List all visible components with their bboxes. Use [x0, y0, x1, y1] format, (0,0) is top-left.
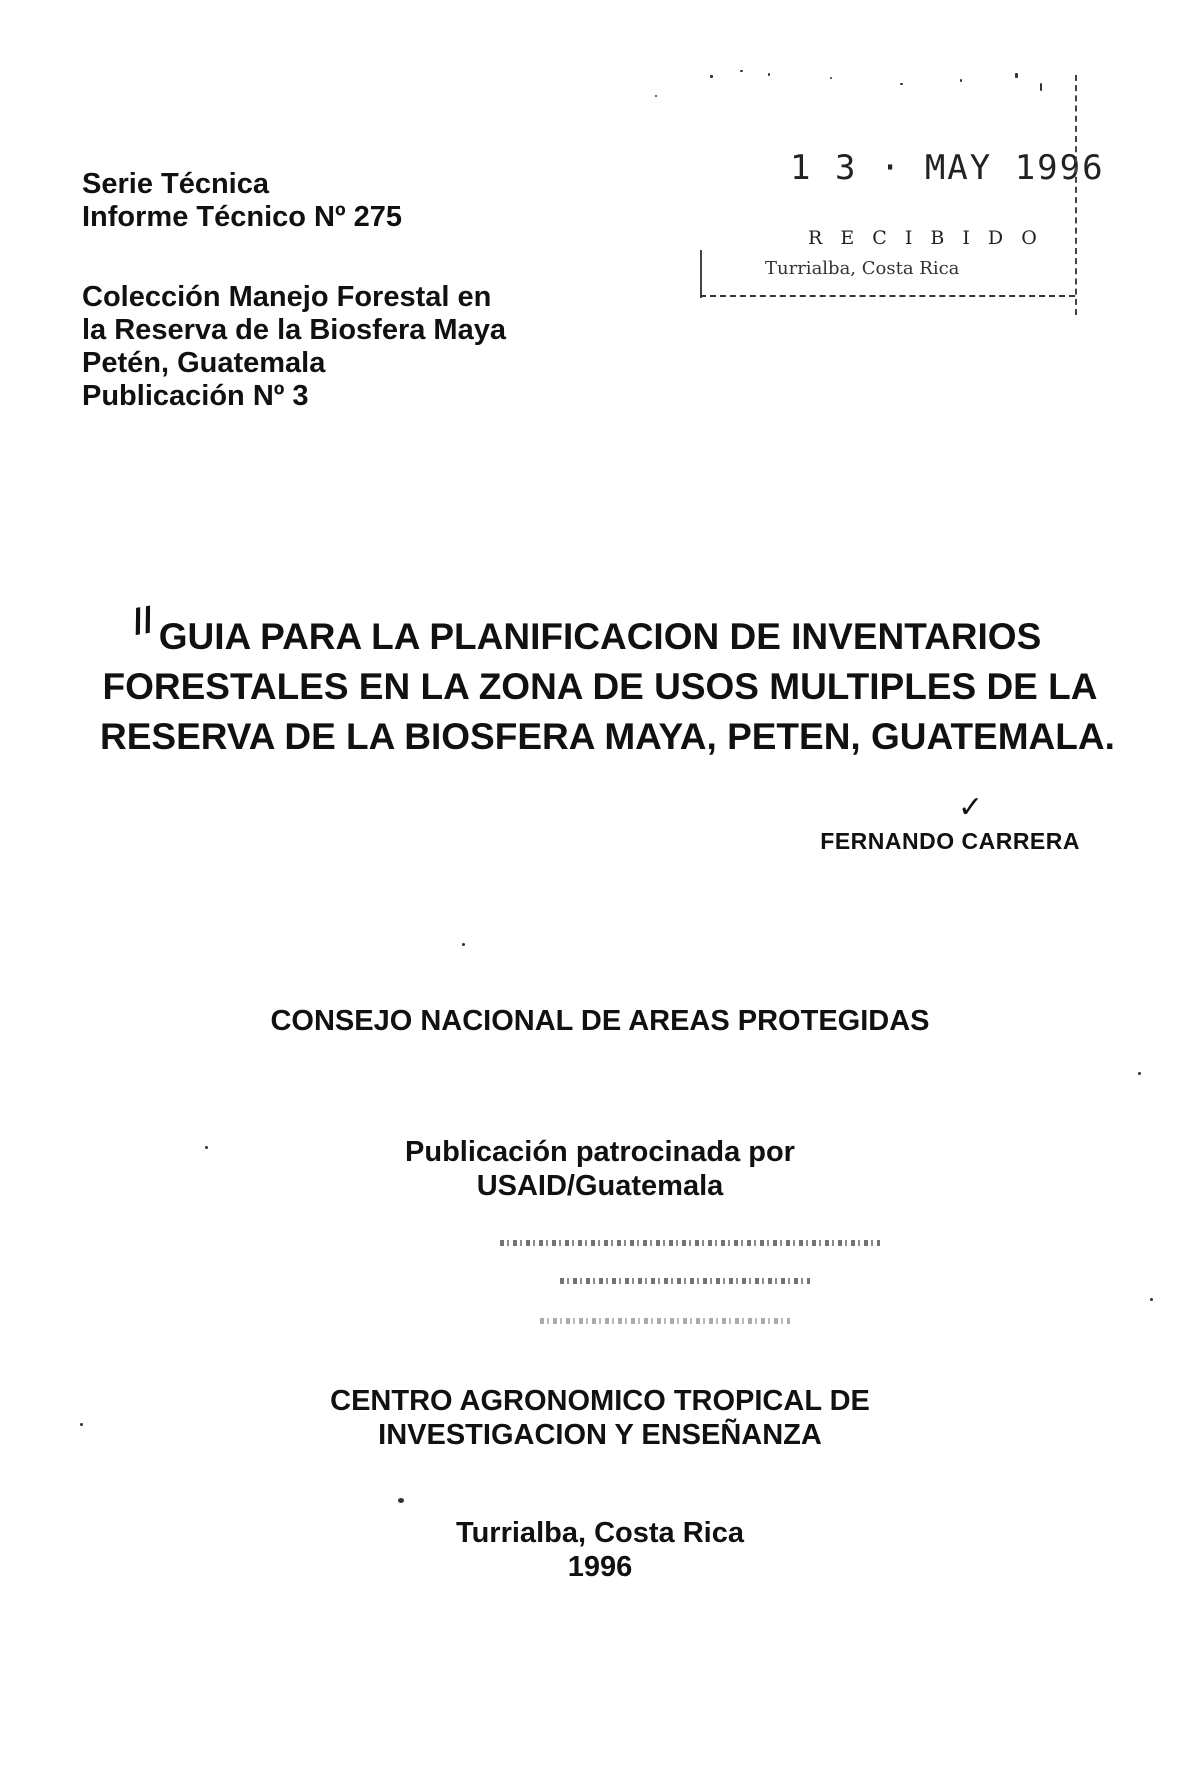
stamp-date: 1 3 · MAY 1996 [790, 148, 1105, 188]
title-line-1: GUIA PARA LA PLANIFICACION DE INVENTARIOS [158, 616, 1042, 657]
handwritten-slash-mark: // [129, 598, 157, 643]
sponsor-info [100, 1135, 1100, 1203]
scan-speck [1150, 1298, 1153, 1301]
received-stamp [690, 55, 1105, 315]
faded-stamp-smudge [480, 1220, 900, 1350]
author-name: FERNANDO CARRERA [820, 828, 1080, 854]
collection-line-3: Petén, Guatemala [82, 347, 326, 379]
stamp-border-left [700, 250, 702, 298]
stamp-city: Turrialba, Costa Rica [765, 258, 960, 279]
sponsor-line-2: USAID/Guatemala [476, 1170, 724, 1202]
sponsor-line-1: Publicación patrocinada por [405, 1136, 795, 1168]
publication-year: 1996 [567, 1551, 633, 1583]
stamp-border-right [1075, 75, 1077, 315]
title-line-2: FORESTALES EN LA ZONA DE USOS MULTIPLES DE LA [102, 666, 1098, 707]
scan-speck [398, 1498, 404, 1503]
series-info [82, 168, 402, 234]
title-line-3: RESERVA DE LA BIOSFERA MAYA, PETEN, GUATEMALA. [100, 716, 1115, 757]
stamp-received-text: R E C I B I D O [808, 227, 1043, 249]
scan-speck [205, 1146, 208, 1149]
council-name: CONSEJO NACIONAL DE AREAS PROTEGIDAS [270, 1005, 930, 1037]
institution-line-1: CENTRO AGRONOMICO TROPICAL DE [330, 1385, 870, 1417]
document-title [100, 612, 1115, 762]
collection-line-1: Colección Manejo Forestal en [82, 281, 492, 313]
stamp-border-bottom [700, 295, 1075, 297]
scan-speck [462, 943, 465, 946]
publication-number: Publicación Nº 3 [82, 380, 309, 412]
scan-speck [80, 1423, 83, 1426]
institution-name [100, 1384, 1100, 1452]
series-name: Serie Técnica [82, 168, 269, 200]
scan-speck [1138, 1072, 1141, 1075]
collection-line-2: la Reserva de la Biosfera Maya [82, 314, 506, 346]
publication-place: Turrialba, Costa Rica [456, 1517, 744, 1549]
report-number: Informe Técnico Nº 275 [82, 201, 403, 233]
institution-line-2: INVESTIGACION Y ENSEÑANZA [378, 1419, 822, 1451]
handwritten-check-icon: ✓ [958, 791, 984, 824]
place-and-year [100, 1516, 1100, 1584]
collection-info [82, 281, 506, 413]
